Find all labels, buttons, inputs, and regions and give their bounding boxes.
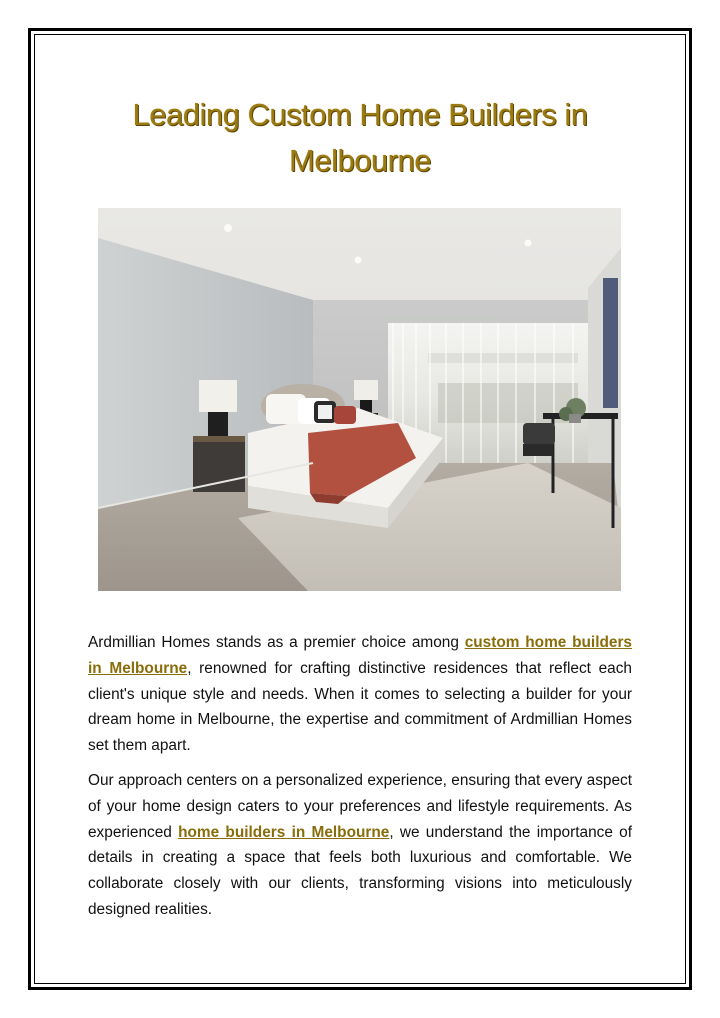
home-builders-link[interactable]: home builders in Melbourne bbox=[178, 823, 390, 841]
paragraph-2-text-start: Our approach centers on a personalized experience, ensuring that every aspect of your home design caters to your preferences and lifestyle requirements. As experienced bbox=[88, 771, 632, 841]
bedroom-photo bbox=[98, 208, 621, 591]
paragraph-1 bbox=[88, 630, 632, 759]
title-line-1: Leading Custom Home Builders in bbox=[132, 97, 588, 132]
page-title bbox=[60, 92, 660, 184]
title-line-2: Melbourne bbox=[289, 143, 431, 178]
paragraph-2 bbox=[88, 768, 632, 923]
paragraph-2-text-end: , we understand the importance of details in creating a space that feels both luxurious and comfortable. We collaborate closely with our clients, transforming visions into meticulously designed realities. bbox=[88, 823, 632, 918]
paragraph-1-text-end: , renowned for crafting distinctive residences that reflect each client's unique style and needs. When it comes to selecting a builder for your dream home in Melbourne, the expertise and commitment of Ardmillian Homes set them apart. bbox=[88, 659, 632, 755]
paragraph-1-text-start: Ardmillian Homes stands as a premier choice among bbox=[88, 634, 465, 651]
article-body bbox=[88, 630, 632, 932]
custom-home-builders-link[interactable]: custom home builders in Melbourne bbox=[88, 634, 632, 677]
